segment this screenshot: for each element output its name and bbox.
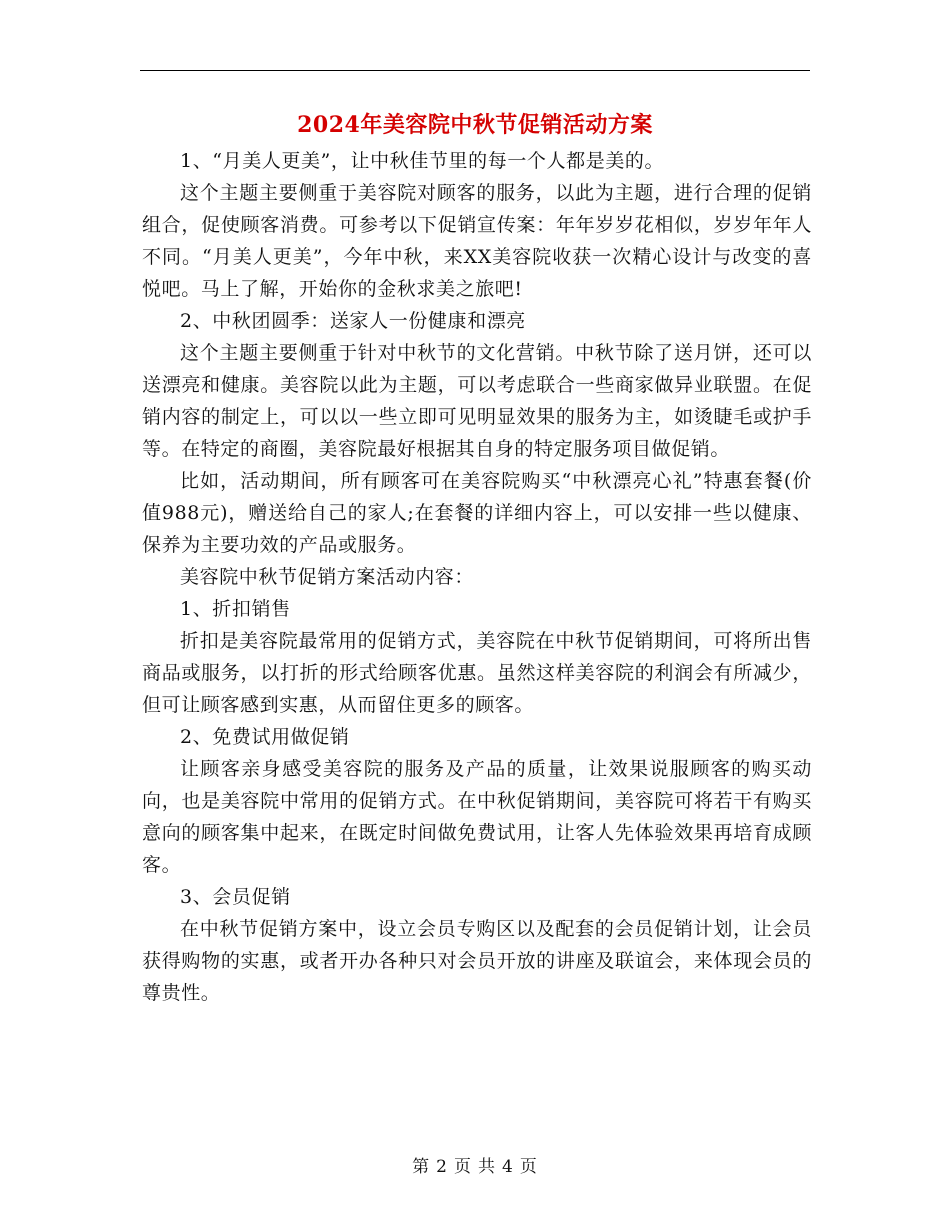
footer-label-unit-end: 页 — [519, 1157, 538, 1177]
paragraph-heading-discount: 1、折扣销售 — [180, 598, 291, 620]
footer-label-unit: 页 — [454, 1157, 472, 1177]
paragraph-heading-2: 2、中秋团圆季：送家人一份健康和漂亮 — [180, 310, 526, 332]
footer-label-page: 第 — [412, 1157, 431, 1177]
footer-total-pages: 4 — [502, 1157, 514, 1177]
document-body — [142, 145, 812, 1009]
paragraph: 这个主题主要侧重于美容院对顾客的服务，以此为主题，进行合理的促销组合，促使顾客消费。可参考以下促销宣传案：年年岁岁花相似，岁岁年年人不同。“月美人更美”，今年中秋，来XX美容院收获一次精心设计与改变的喜悦吧。马上了解，开始你的金秋求美之旅吧! — [142, 182, 812, 300]
paragraph: 折扣是美容院最常用的促销方式，美容院在中秋节促销期间，可将所出售商品或服务，以打折的形式给顾客优惠。虽然这样美容院的利润会有所减少，但可让顾客感到实惠，从而留住更多的顾客。 — [142, 630, 812, 716]
paragraph: 让顾客亲身感受美容院的服务及产品的质量，让效果说服顾客的购买动向，也是美容院中常用的促销方式。在中秋促销期间，美容院可将若干有购买意向的顾客集中起来，在既定时间做免费试用，让客人先体验效果再培育成顾客。 — [142, 758, 812, 876]
header-rule — [140, 70, 810, 71]
paragraph-heading-1: 1、“月美人更美”，让中秋佳节里的每一个人都是美的。 — [180, 150, 665, 172]
paragraph-heading-trial: 2、免费试用做促销 — [180, 726, 350, 748]
section-heading: 美容院中秋节促销方案活动内容： — [180, 566, 475, 588]
paragraph: 这个主题主要侧重于针对中秋节的文化营销。中秋节除了送月饼，还可以送漂亮和健康。美容院以此为主题，可以考虑联合一些商家做异业联盟。在促销内容的制定上，可以以一些立即可见明显效果的服务为主，如烫睫毛或护手等。在特定的商圈，美容院最好根据其自身的特定服务项目做促销。 — [142, 342, 812, 460]
paragraph: 在中秋节促销方案中，设立会员专购区以及配套的会员促销计划，让会员获得购物的实惠，或者开办各种只对会员开放的讲座及联谊会，来体现会员的尊贵性。 — [142, 918, 812, 1004]
footer-current-page: 2 — [436, 1157, 448, 1177]
page-footer — [0, 1152, 950, 1177]
paragraph-heading-member: 3、会员促销 — [180, 886, 291, 908]
document-title: 2024年美容院中秋节促销活动方案 — [297, 112, 653, 138]
paragraph: 比如，活动期间，所有顾客可在美容院购买“中秋漂亮心礼”特惠套餐(价值988元)，赠送给自己的家人;在套餐的详细内容上，可以安排一些以健康、保养为主要功效的产品或服务。 — [142, 470, 812, 556]
footer-label-total: 共 — [478, 1157, 496, 1177]
